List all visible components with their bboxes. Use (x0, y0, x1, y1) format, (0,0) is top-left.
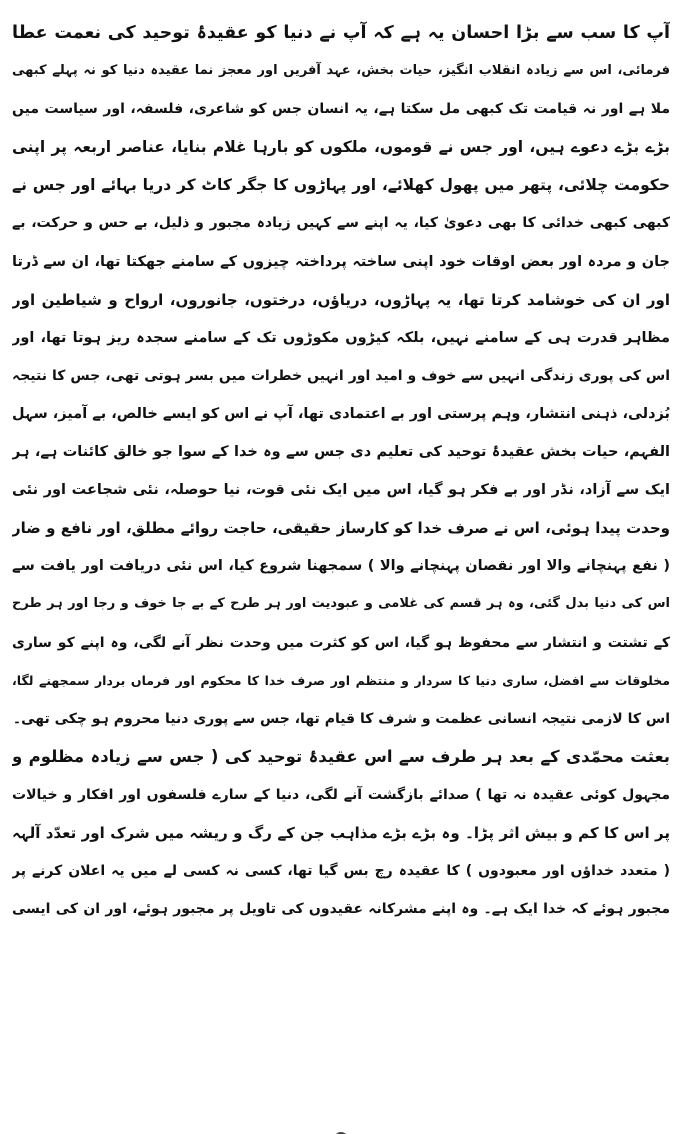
text-line: پر اس کا کم و بیش اثر پڑا۔ وہ بڑے بڑے مذاہب جن کے رگ و ریشہ میں شرک اور تعدّد آلہہ (12, 823, 670, 842)
text-line: ملا ہے اور نہ قیامت تک کبھی مل سکتا ہے، یہ انسان جس کو شاعری، فلسفہ، اور سیاست میں (12, 101, 670, 118)
text-line: آپ کا سب سے بڑا احسان یہ ہے کہ آپ نے دنیا کو عقیدۂ توحید کی نعمت عطا (12, 23, 670, 43)
text-line: جان و مردہ اور بعض اوقات خود اپنی ساختہ پرداختہ چیزوں کے سامنے جھکتا تھا، ان سے ڈرتا (12, 253, 670, 270)
text-line: مجبور ہوئے کہ خدا ایک ہے۔ وہ اپنے مشرکانہ عقیدوں کی تاویل پر مجبور ہوئے، اور ان کی ایسی (12, 901, 670, 918)
text-line: ( نفع پہنچانے والا اور نقصان پہنچانے والا ) سمجھنا شروع کیا، اس نئی دریافت اور یافت سے (12, 558, 670, 575)
text-line: الفہم، حیات بخش عقیدۂ توحید کی تعلیم دی جس سے وہ خدا کے سوا جو خالق کائنات ہے، ہر (12, 444, 670, 461)
text-line: وحدت پیدا ہوئی، اس نے صرف خدا کو کارساز حقیقی، حاجت روائے مطلق، اور نافع و ضار (12, 519, 670, 538)
text-line: ایک سے آزاد، نڈر اور بے فکر ہو گیا، اس میں ایک نئی قوت، نیا حوصلہ، نئی شجاعت اور نئی (12, 482, 670, 499)
text-line: حکومت چلائی، پتھر میں پھول کھلائے، اور پہاڑوں کا جگر کاٹ کر دریا بہائے اور جس نے (12, 176, 670, 195)
text-line: مخلوقات سے افضل، ساری دنیا کا سردار و منتظم اور صرف خدا کا محکوم اور فرماں بردار سمجھنے لگا، (12, 672, 670, 688)
text-line: مظاہر قدرت ہی کے سامنے نہیں، بلکہ کیڑوں مکوڑوں تک کے سامنے سجدہ ریز ہوتا تھا، اور (12, 329, 670, 346)
text-line: اس کا لازمی نتیجہ انسانی عظمت و شرف کا قیام تھا، جس سے پوری دنیا محروم ہو چکی تھی۔ (12, 710, 670, 727)
text-line: فرمائی، اس سے زیادہ انقلاب انگیز، حیات بخش، عہد آفریں اور معجز نما عقیدہ دنیا کو نہ پہلے کبھی (12, 63, 670, 79)
paragraph-tawheed-gift (12, 14, 670, 738)
text-line: بعثت محمّدی کے بعد ہر طرف سے اس عقیدۂ توحید کی ( جس سے زیادہ مظلوم و (12, 746, 670, 766)
text-line: کبھی کبھی خدائی کا بھی دعویٰ کیا، یہ اپنے سے کہیں زیادہ مجبور و ذلیل، بے حس و حرکت، بے (12, 215, 670, 232)
text-line: بُزدلی، ذہنی انتشار، وہم پرستی اور بے اعتمادی تھا، آپ نے اس کو ایسے خالص، بے آمیز، سہل (12, 405, 670, 422)
paragraph-after-prophethood (12, 738, 670, 928)
text-line: بڑے بڑے دعوے ہیں، اور جس نے قوموں، ملکوں کو بارہا غلام بنایا، عناصر اربعہ پر اپنی (12, 138, 670, 157)
text-line: اس کی دنیا بدل گئی، وہ ہر قسم کی غلامی و عبودیت اور ہر طرح کے بے جا خوف و رجا اور ہر طرح (12, 596, 670, 612)
text-line: مجہول کوئی عقیدہ نہ تھا ) صدائے بازگشت آنے لگی، دنیا کے سارے فلسفوں اور افکار و خیالات (12, 786, 670, 803)
text-line: اس کی پوری زندگی انہیں سے خوف و امید اور انہیں خطرات میں بسر ہوتی تھی، جس کا نتیجہ (12, 367, 670, 384)
text-line: اور ان کی خوشامد کرتا تھا، یہ پہاڑوں، دریاؤں، درختوں، جانوروں، ارواح و شیاطین اور (12, 290, 670, 309)
text-line: ( متعدد خداؤں اور معبودوں ) کا عقیدہ رچ بس گیا تھا، کسی نہ کسی لے میں یہ اعلان کرنے پر (12, 863, 670, 880)
text-line: کے تشتت و انتشار سے محفوظ ہو گیا، اس کو کثرت میں وحدت نظر آنے لگی، وہ اپنے کو ساری (12, 634, 670, 651)
